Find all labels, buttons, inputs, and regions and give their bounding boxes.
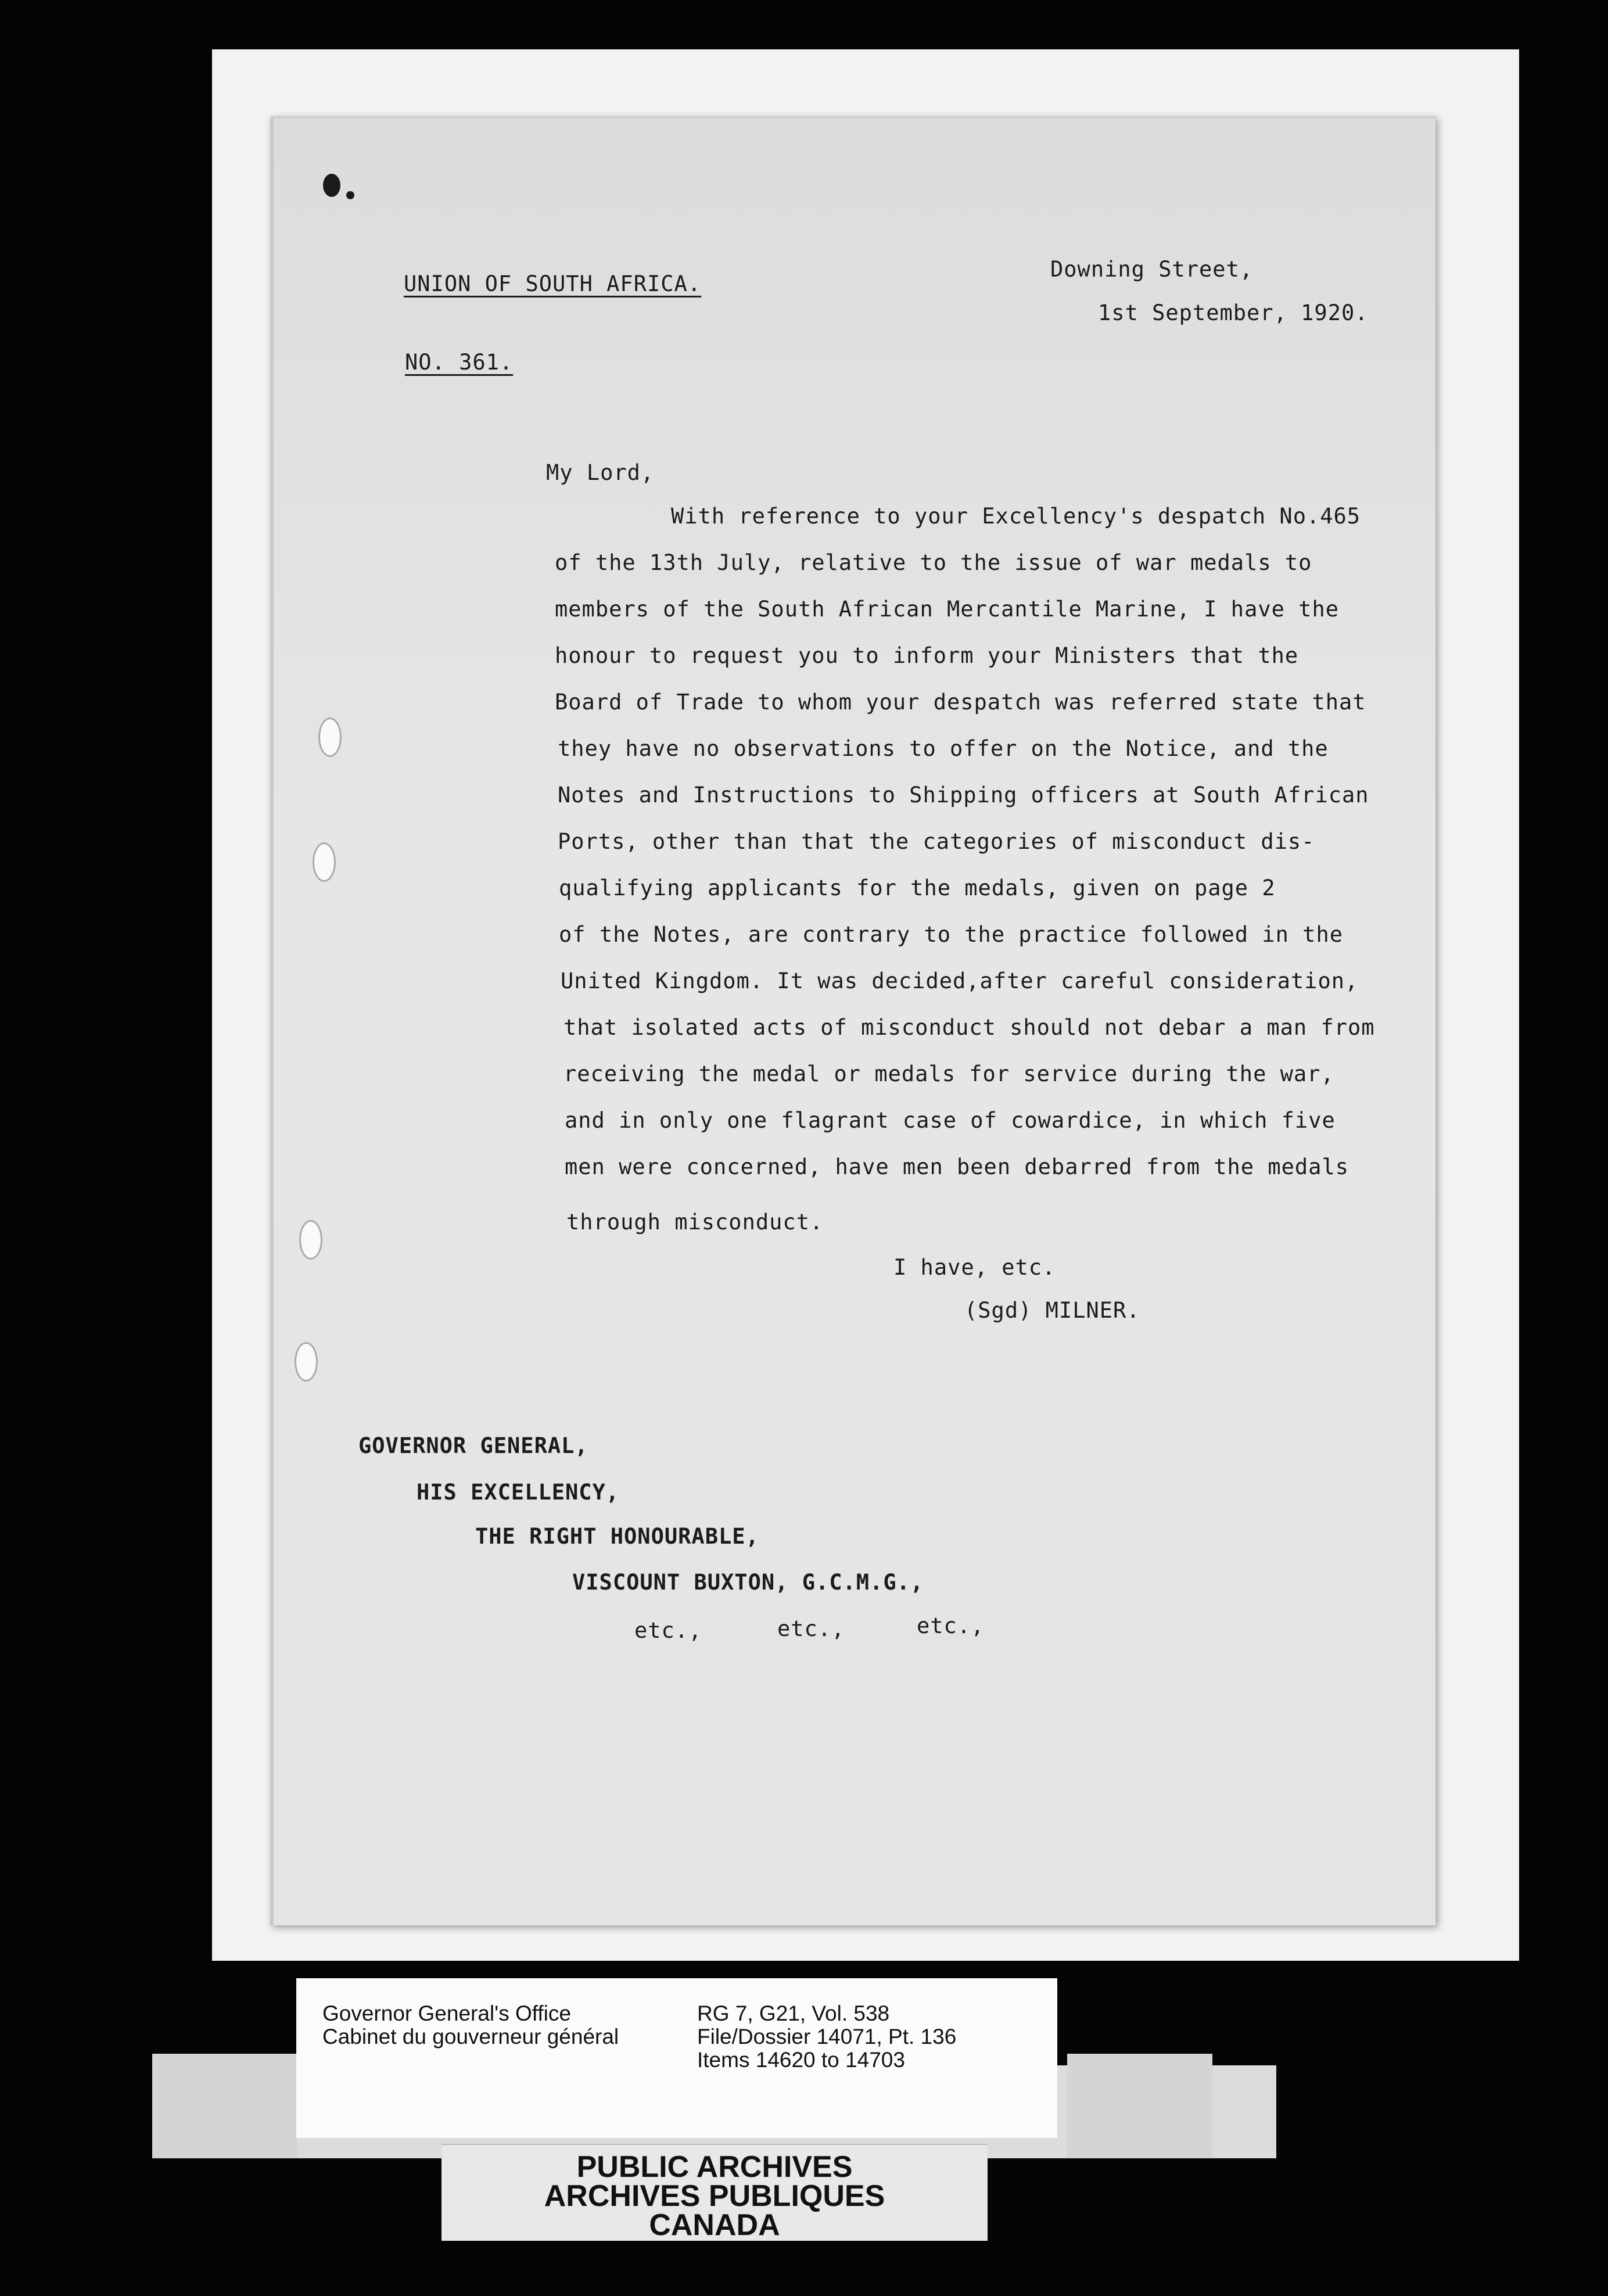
- archive-reference-label: [296, 1978, 1057, 2138]
- office-name-en: Governor General's Office: [322, 2001, 571, 2025]
- addressee-etc: etc.,: [634, 1618, 702, 1643]
- despatch-number: NO. 361.: [405, 350, 514, 375]
- addressee-line: THE RIGHT HONOURABLE,: [475, 1524, 759, 1549]
- addressee-country: UNION OF SOUTH AFRICA.: [404, 271, 702, 296]
- ink-blot: [323, 174, 340, 197]
- body-line: of the 13th July, relative to the issue of war medals to: [555, 550, 1312, 575]
- punch-hole: [295, 1342, 318, 1382]
- addressee-etc: etc.,: [777, 1616, 845, 1641]
- body-line: With reference to your Excellency's despatch No.465: [671, 504, 1361, 529]
- stamp-line: ARCHIVES PUBLIQUES: [544, 2179, 885, 2213]
- record-group: RG 7, G21, Vol. 538: [697, 2001, 890, 2025]
- addressee-etc: etc.,: [917, 1613, 985, 1638]
- punch-hole: [318, 718, 342, 757]
- punch-hole: [313, 842, 336, 882]
- stamp-line: PUBLIC ARCHIVES: [576, 2150, 853, 2184]
- sender-place: Downing Street,: [1050, 257, 1254, 282]
- stamp-line: CANADA: [649, 2208, 780, 2242]
- salutation: My Lord,: [546, 460, 655, 485]
- addressee-line: VISCOUNT BUXTON, G.C.M.G.,: [572, 1570, 924, 1595]
- ink-blot: [346, 191, 354, 199]
- body-line: Ports, other than that the categories of misconduct dis-: [558, 829, 1315, 854]
- body-line: United Kingdom. It was decided,after careful consideration,: [561, 968, 1359, 993]
- body-line: qualifying applicants for the medals, given on page 2: [559, 876, 1276, 901]
- body-line: they have no observations to offer on the Notice, and the: [558, 736, 1329, 761]
- body-line: members of the South African Mercantile Marine, I have the: [555, 597, 1340, 622]
- body-line: Board of Trade to whom your despatch was referred state that: [555, 690, 1366, 715]
- body-line: men were concerned, have men been debarred from the medals: [565, 1154, 1349, 1179]
- addressee-line: GOVERNOR GENERAL,: [358, 1433, 588, 1458]
- body-line: and in only one flagrant case of cowardice, in which five: [565, 1108, 1336, 1133]
- letter-date: 1st September, 1920.: [1098, 300, 1369, 325]
- punch-hole: [299, 1220, 322, 1260]
- body-line: that isolated acts of misconduct should not debar a man from: [563, 1015, 1375, 1040]
- body-line: receiving the medal or medals for service during the war,: [563, 1061, 1334, 1086]
- file-reference: File/Dossier 14071, Pt. 136: [697, 2025, 957, 2049]
- office-name-fr: Cabinet du gouverneur général: [322, 2025, 619, 2049]
- label-holder-tab: [1067, 2054, 1212, 2158]
- archives-stamp: [442, 2144, 988, 2241]
- item-range: Items 14620 to 14703: [697, 2048, 905, 2072]
- addressee-line: HIS EXCELLENCY,: [417, 1480, 620, 1505]
- signature: (Sgd) MILNER.: [964, 1298, 1140, 1323]
- body-line: honour to request you to inform your Ministers that the: [555, 643, 1299, 668]
- body-line: Notes and Instructions to Shipping officers at South African: [558, 783, 1369, 808]
- body-line: through misconduct.: [566, 1210, 824, 1235]
- closing: I have, etc.: [893, 1255, 1056, 1280]
- body-line: of the Notes, are contrary to the practice followed in the: [559, 922, 1344, 947]
- label-holder-tab: [152, 2054, 297, 2158]
